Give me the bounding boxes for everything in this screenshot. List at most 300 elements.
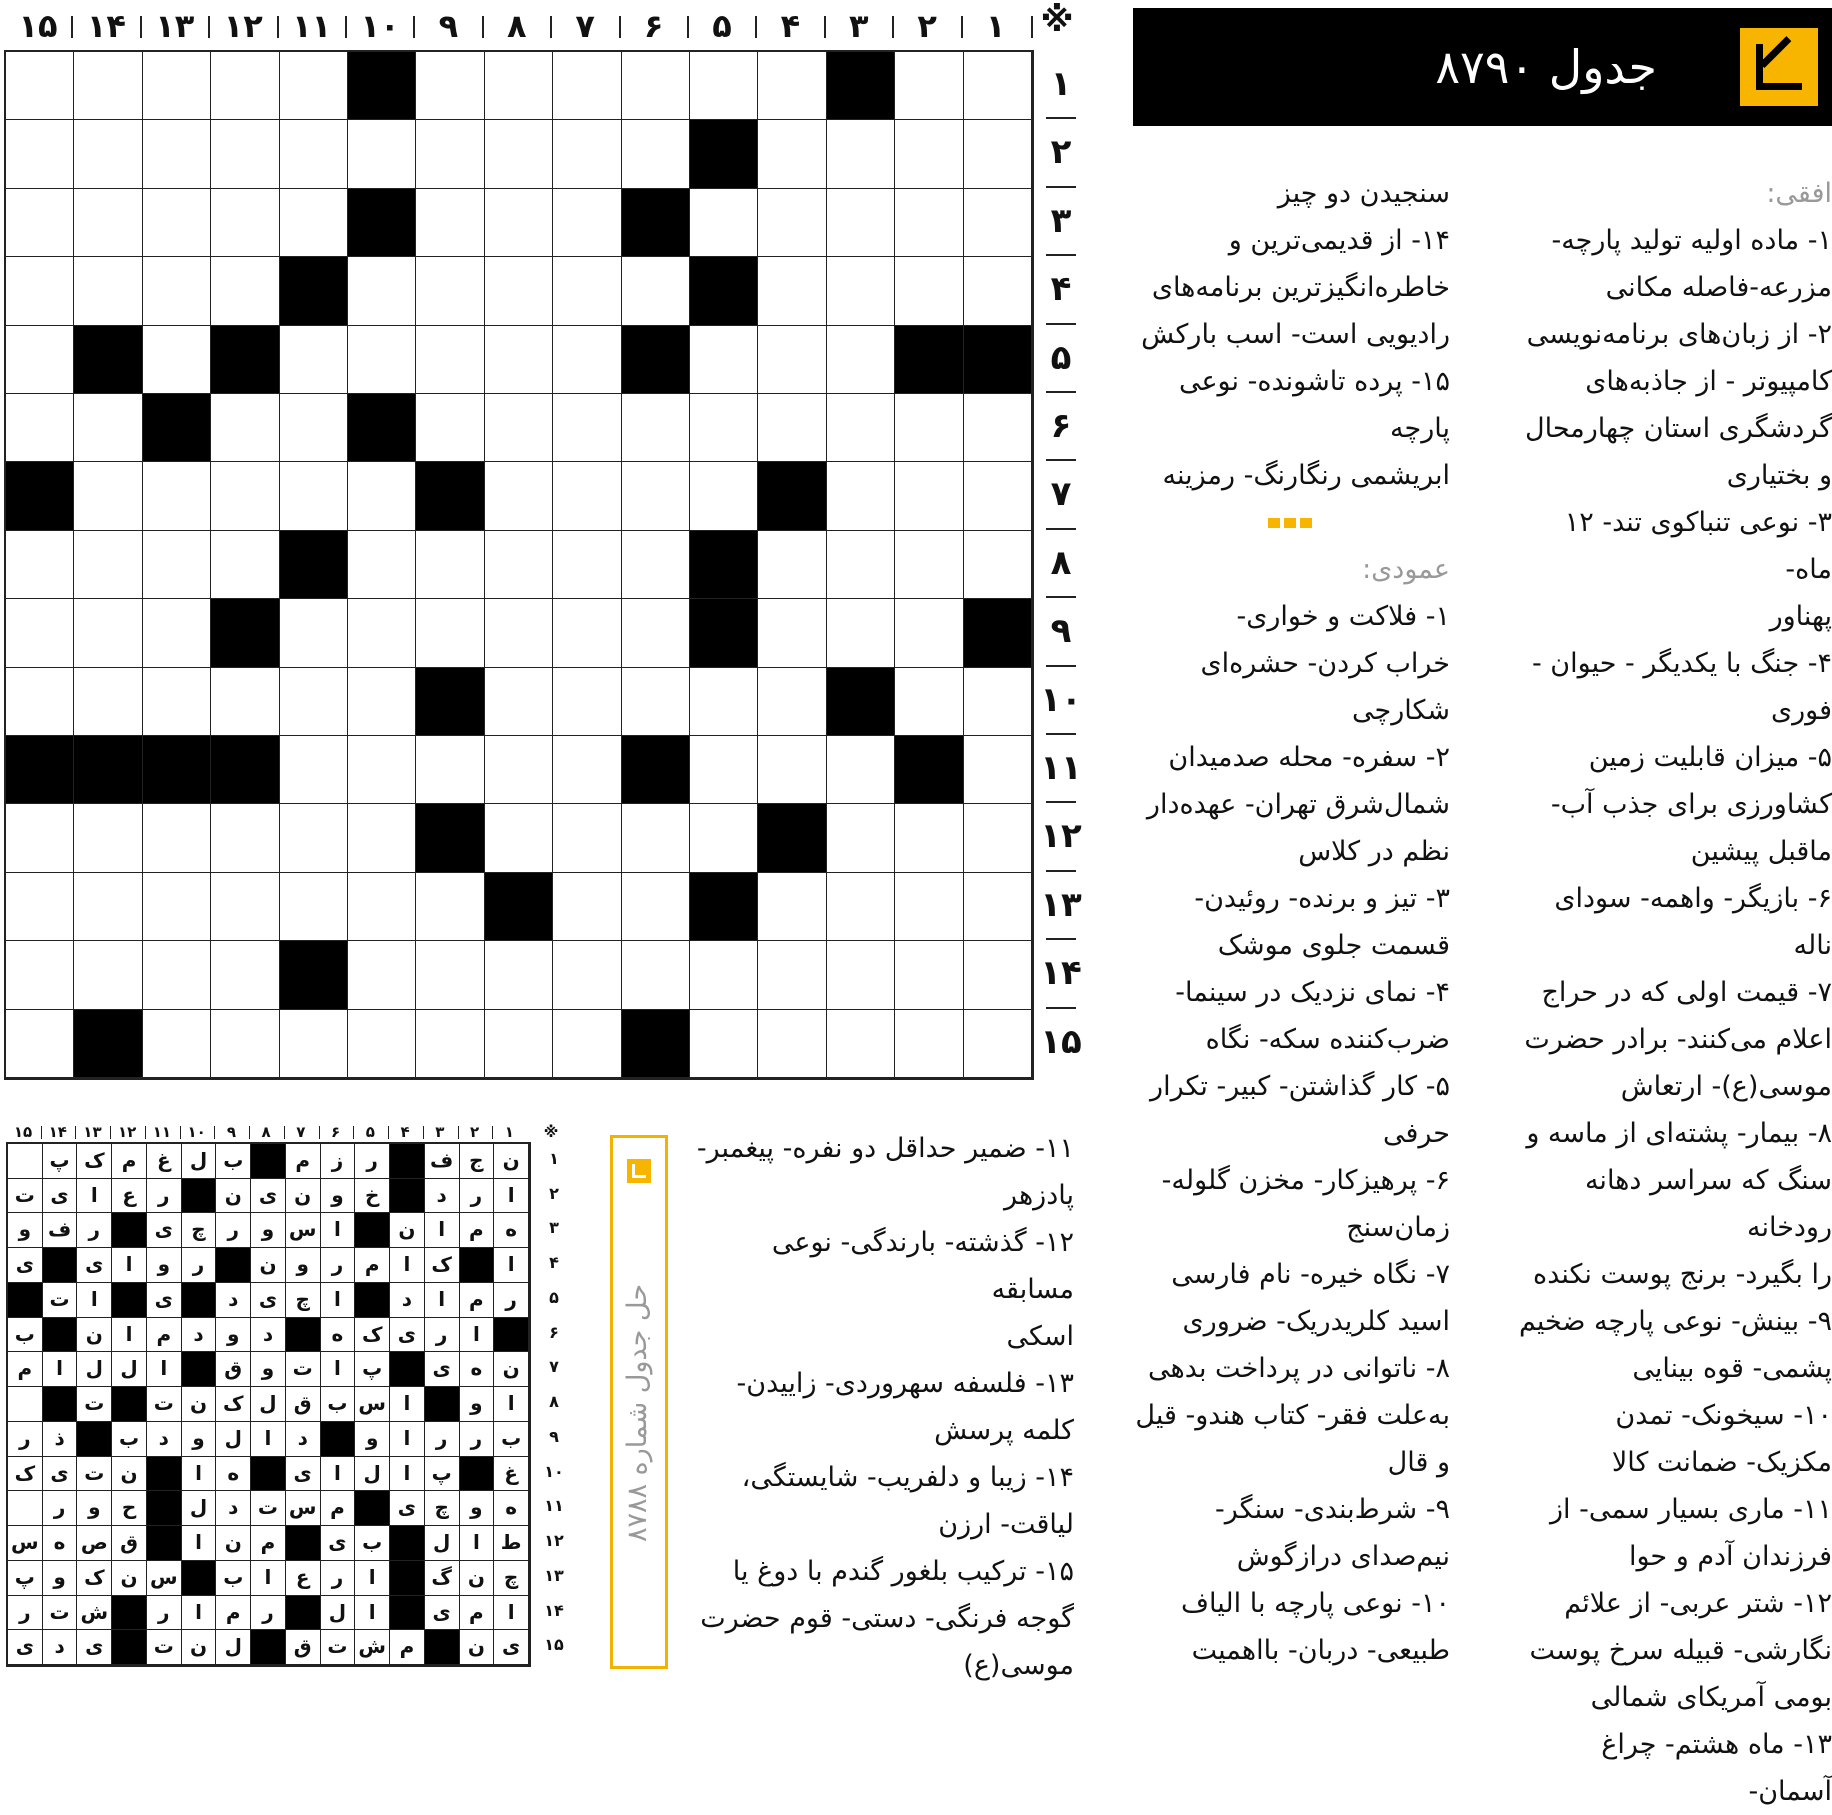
solution-cell: ا xyxy=(182,1596,217,1631)
grid-cell[interactable] xyxy=(553,1010,621,1078)
grid-cell[interactable] xyxy=(553,531,621,599)
grid-cell[interactable] xyxy=(416,1010,484,1078)
solution-cell: ن xyxy=(494,1352,529,1387)
grid-cell[interactable] xyxy=(622,873,690,941)
grid-cell[interactable] xyxy=(211,668,279,736)
solution-cell: ر xyxy=(321,1561,356,1596)
grid-cell[interactable] xyxy=(895,873,963,941)
grid-cell[interactable] xyxy=(211,189,279,257)
grid-cell[interactable] xyxy=(143,531,211,599)
grid-cell[interactable] xyxy=(143,941,211,1009)
grid-cell[interactable] xyxy=(211,52,279,120)
grid-cell[interactable] xyxy=(758,873,826,941)
solution-black-cell xyxy=(355,1213,390,1248)
grid-cell[interactable] xyxy=(211,941,279,1009)
black-cell xyxy=(416,668,484,736)
solution-black-cell xyxy=(43,1318,78,1353)
solution-black-cell xyxy=(112,1387,147,1422)
grid-cell[interactable] xyxy=(827,804,895,872)
grid-cell[interactable] xyxy=(485,120,553,188)
grid-cell[interactable] xyxy=(553,394,621,462)
grid-cell[interactable] xyxy=(74,941,142,1009)
grid-cell[interactable] xyxy=(622,941,690,1009)
solution-cell: م xyxy=(460,1213,495,1248)
grid-cell[interactable] xyxy=(964,189,1032,257)
solution-cell: و xyxy=(216,1318,251,1353)
grid-cell[interactable] xyxy=(348,804,416,872)
clue-line: به‌علت فقر- کتاب هندو- قیل xyxy=(1135,1400,1450,1431)
grid-cell[interactable] xyxy=(827,736,895,804)
clue-line: ۵- میزان قابلیت زمین xyxy=(1588,742,1832,773)
row-number: ۶ xyxy=(1050,406,1072,446)
grid-cell[interactable] xyxy=(211,394,279,462)
grid-cell[interactable] xyxy=(622,531,690,599)
solution-cell: ح xyxy=(112,1491,147,1526)
grid-cell[interactable] xyxy=(895,599,963,667)
solution-cell: چ xyxy=(494,1561,529,1596)
grid-cell[interactable] xyxy=(416,394,484,462)
yellow-arrow-logo-icon xyxy=(1740,28,1818,106)
grid-cell[interactable] xyxy=(964,873,1032,941)
solution-column-number: ۱۱ xyxy=(152,1123,172,1141)
grid-cell[interactable] xyxy=(74,394,142,462)
grid-cell[interactable] xyxy=(485,189,553,257)
solution-cell: م xyxy=(147,1318,182,1353)
solution-row-number: ۱۳ xyxy=(544,1565,564,1585)
clue-line: اسید کلریدریک- ضروری xyxy=(1182,1306,1450,1337)
grid-cell[interactable] xyxy=(553,668,621,736)
grid-cell[interactable] xyxy=(622,394,690,462)
puzzle-header xyxy=(1133,8,1832,126)
column-number: ۸ xyxy=(507,7,527,45)
grid-cell[interactable] xyxy=(74,257,142,325)
grid-cell[interactable] xyxy=(211,804,279,872)
grid-cell[interactable] xyxy=(416,189,484,257)
clue-line: ۱۵- ترکیب بلغور گندم با دوغ یا xyxy=(732,1556,1074,1587)
grid-cell[interactable] xyxy=(758,599,826,667)
grid-cell[interactable] xyxy=(143,668,211,736)
grid-cell[interactable] xyxy=(416,326,484,394)
grid-cell[interactable] xyxy=(485,52,553,120)
grid-cell[interactable] xyxy=(348,668,416,736)
grid-cell[interactable] xyxy=(690,52,758,120)
grid-cell[interactable] xyxy=(74,599,142,667)
solution-cell: ا xyxy=(494,1596,529,1631)
grid-cell[interactable] xyxy=(211,462,279,530)
column-number: ۳ xyxy=(849,7,869,45)
grid-cell[interactable] xyxy=(895,189,963,257)
grid-cell[interactable] xyxy=(827,873,895,941)
grid-cell[interactable] xyxy=(553,599,621,667)
clue-line: ۸- بیمار- پشته‌ای از ماسه و xyxy=(1526,1118,1832,1149)
clue-line: ۳- تیز و برنده- روئیدن- xyxy=(1194,883,1450,914)
grid-cell[interactable] xyxy=(6,1010,74,1078)
grid-cell[interactable] xyxy=(280,804,348,872)
bottom-clues xyxy=(694,1125,1074,1689)
grid-cell[interactable] xyxy=(143,326,211,394)
clue-line: ۱۴- زیبا و دلفریب- شایستگی، xyxy=(741,1462,1074,1493)
solution-cell: م xyxy=(216,1596,251,1631)
solution-cell: ر xyxy=(460,1422,495,1457)
solution-black-cell xyxy=(251,1144,286,1179)
solution-cell: ر xyxy=(494,1283,529,1318)
grid-cell[interactable] xyxy=(485,394,553,462)
black-cell xyxy=(758,462,826,530)
clue-line: اعلام می‌کنند- برادر حضرت xyxy=(1524,1024,1832,1055)
grid-cell[interactable] xyxy=(622,668,690,736)
grid-cell[interactable] xyxy=(348,1010,416,1078)
clue-line: کلمه پرسش xyxy=(934,1415,1074,1446)
grid-cell[interactable] xyxy=(6,873,74,941)
solution-cell: ا xyxy=(390,1248,425,1283)
grid-cell[interactable] xyxy=(553,804,621,872)
grid-cell[interactable] xyxy=(348,599,416,667)
clue-line: قسمت جلوی موشک xyxy=(1217,930,1450,961)
solution-row-number: ۱ xyxy=(549,1149,559,1168)
solution-cell: ن xyxy=(112,1561,147,1596)
grid-cell[interactable] xyxy=(416,257,484,325)
grid-cell[interactable] xyxy=(758,941,826,1009)
grid-cell[interactable] xyxy=(74,120,142,188)
grid-cell[interactable] xyxy=(280,326,348,394)
clue-line: کامپیوتر - از جاذبه‌های xyxy=(1585,366,1832,397)
grid-cell[interactable] xyxy=(416,531,484,599)
solution-cell: ک xyxy=(8,1457,43,1492)
solution-grid xyxy=(6,1142,531,1667)
grid-cell[interactable] xyxy=(758,736,826,804)
solution-cell: م xyxy=(460,1596,495,1631)
grid-cell[interactable] xyxy=(485,1010,553,1078)
solution-cell: ر xyxy=(251,1596,286,1631)
grid-cell[interactable] xyxy=(758,668,826,736)
clue-line: ابریشمی رنگارنگ- رمزینه xyxy=(1162,460,1450,491)
grid-cell[interactable] xyxy=(622,804,690,872)
grid-cell[interactable] xyxy=(758,531,826,599)
grid-cell[interactable] xyxy=(143,52,211,120)
grid-cell[interactable] xyxy=(622,52,690,120)
solution-cell: ن xyxy=(460,1630,495,1665)
grid-cell[interactable] xyxy=(964,668,1032,736)
grid-cell[interactable] xyxy=(485,257,553,325)
black-cell xyxy=(827,52,895,120)
grid-cell[interactable] xyxy=(895,257,963,325)
grid-cell[interactable] xyxy=(143,599,211,667)
grid-cell[interactable] xyxy=(553,52,621,120)
grid-cell[interactable] xyxy=(485,804,553,872)
grid-cell[interactable] xyxy=(827,326,895,394)
grid-cell[interactable] xyxy=(74,462,142,530)
grid-cell[interactable] xyxy=(690,189,758,257)
solution-column-number: ۱۳ xyxy=(83,1123,102,1141)
solution-cell: ف xyxy=(425,1144,460,1179)
solution-cell: ن xyxy=(251,1248,286,1283)
grid-cell[interactable] xyxy=(622,120,690,188)
solution-column-number: ۷ xyxy=(296,1123,306,1141)
solution-column-number: ۱۲ xyxy=(118,1123,137,1141)
grid-cell[interactable] xyxy=(416,120,484,188)
grid-cell[interactable] xyxy=(211,531,279,599)
grid-cell[interactable] xyxy=(758,326,826,394)
grid-cell[interactable] xyxy=(211,873,279,941)
solution-cell: ا xyxy=(425,1283,460,1318)
grid-cell[interactable] xyxy=(416,941,484,1009)
grid-cell[interactable] xyxy=(74,668,142,736)
solution-black-cell xyxy=(112,1213,147,1248)
grid-cell[interactable] xyxy=(758,189,826,257)
grid-cell[interactable] xyxy=(280,189,348,257)
solution-black-cell xyxy=(112,1283,147,1318)
grid-cell[interactable] xyxy=(348,736,416,804)
solution-cell: ا xyxy=(355,1561,390,1596)
grid-cell[interactable] xyxy=(348,531,416,599)
grid-cell[interactable] xyxy=(758,257,826,325)
grid-cell[interactable] xyxy=(280,462,348,530)
grid-cell[interactable] xyxy=(416,599,484,667)
solution-cell: ن xyxy=(216,1179,251,1214)
grid-cell[interactable] xyxy=(6,531,74,599)
grid-cell[interactable] xyxy=(348,326,416,394)
grid-cell[interactable] xyxy=(690,326,758,394)
grid-cell[interactable] xyxy=(690,804,758,872)
grid-cell[interactable] xyxy=(280,1010,348,1078)
grid-cell[interactable] xyxy=(280,599,348,667)
grid-cell[interactable] xyxy=(280,120,348,188)
grid-cell[interactable] xyxy=(553,326,621,394)
grid-cell[interactable] xyxy=(348,873,416,941)
solution-black-cell xyxy=(286,1596,321,1631)
grid-cell[interactable] xyxy=(622,257,690,325)
grid-cell[interactable] xyxy=(485,531,553,599)
grid-cell[interactable] xyxy=(964,52,1032,120)
grid-cell[interactable] xyxy=(74,189,142,257)
grid-cell[interactable] xyxy=(553,120,621,188)
grid-cell[interactable] xyxy=(827,941,895,1009)
grid-cell[interactable] xyxy=(143,873,211,941)
grid-cell[interactable] xyxy=(74,531,142,599)
grid-cell[interactable] xyxy=(827,462,895,530)
solution-cell: ا xyxy=(321,1352,356,1387)
solution-cell: م xyxy=(112,1144,147,1179)
solution-black-cell xyxy=(390,1179,425,1214)
grid-cell[interactable] xyxy=(416,52,484,120)
solution-cell: ه xyxy=(460,1352,495,1387)
black-cell xyxy=(74,736,142,804)
grid-cell[interactable] xyxy=(6,941,74,1009)
row-number: ۱۲ xyxy=(1040,816,1082,857)
grid-cell[interactable] xyxy=(6,394,74,462)
clue-line: اسکی xyxy=(1006,1321,1074,1352)
grid-cell[interactable] xyxy=(964,120,1032,188)
grid-cell[interactable] xyxy=(348,941,416,1009)
solution-cell: و xyxy=(251,1213,286,1248)
grid-cell[interactable] xyxy=(758,394,826,462)
grid-cell[interactable] xyxy=(553,462,621,530)
grid-cell[interactable] xyxy=(964,941,1032,1009)
solution-row-number: ۱۲ xyxy=(544,1531,564,1551)
solution-cell: ا xyxy=(182,1457,217,1492)
solution-cell: ر xyxy=(460,1179,495,1214)
solution-column-number: ۲ xyxy=(469,1123,480,1141)
grid-cell[interactable] xyxy=(758,120,826,188)
solution-cell: ر xyxy=(8,1596,43,1631)
grid-cell[interactable] xyxy=(485,941,553,1009)
grid-cell[interactable] xyxy=(211,1010,279,1078)
grid-cell[interactable] xyxy=(827,257,895,325)
grid-cell[interactable] xyxy=(485,736,553,804)
clue-line: ۷- قیمت اولی که در حراج xyxy=(1541,977,1832,1008)
grid-cell[interactable] xyxy=(964,394,1032,462)
grid-cell[interactable] xyxy=(690,668,758,736)
grid-cell[interactable] xyxy=(827,1010,895,1078)
grid-cell[interactable] xyxy=(964,257,1032,325)
grid-cell[interactable] xyxy=(553,873,621,941)
grid-cell[interactable] xyxy=(690,941,758,1009)
grid-cell[interactable] xyxy=(895,804,963,872)
grid-cell[interactable] xyxy=(348,257,416,325)
grid-cell[interactable] xyxy=(6,326,74,394)
column-number: ۱ xyxy=(985,7,1006,45)
grid-cell[interactable] xyxy=(143,120,211,188)
grid-cell[interactable] xyxy=(827,599,895,667)
grid-cell[interactable] xyxy=(895,52,963,120)
grid-cell[interactable] xyxy=(280,668,348,736)
grid-cell[interactable] xyxy=(6,120,74,188)
clue-line: حرفی xyxy=(1383,1118,1450,1149)
grid-cell[interactable] xyxy=(348,120,416,188)
grid-cell[interactable] xyxy=(143,257,211,325)
grid-cell[interactable] xyxy=(895,941,963,1009)
grid-cell[interactable] xyxy=(74,873,142,941)
grid-cell[interactable] xyxy=(485,462,553,530)
grid-cell[interactable] xyxy=(553,189,621,257)
black-cell xyxy=(690,257,758,325)
row-number: ۴ xyxy=(1050,269,1072,310)
clue-line: ضرب‌کننده سکه- نگاه xyxy=(1205,1024,1450,1055)
solution-cell: ا xyxy=(182,1526,217,1561)
grid-cell[interactable] xyxy=(622,462,690,530)
solution-cell: و xyxy=(182,1422,217,1457)
grid-cell[interactable] xyxy=(74,52,142,120)
solution-cell: ب xyxy=(321,1387,356,1422)
grid-cell[interactable] xyxy=(964,736,1032,804)
grid-cell[interactable] xyxy=(622,599,690,667)
solution-cell: و xyxy=(460,1387,495,1422)
clue-line: ۱۱- ماری بسیار سمی- از xyxy=(1550,1494,1832,1525)
grid-cell[interactable] xyxy=(895,668,963,736)
solution-cell: غ xyxy=(147,1144,182,1179)
grid-cell[interactable] xyxy=(143,804,211,872)
solution-cell: ی xyxy=(425,1596,460,1631)
grid-cell[interactable] xyxy=(416,873,484,941)
clue-line: ۱- ماده اولیه تولید پارچه- xyxy=(1551,225,1832,256)
grid-cell[interactable] xyxy=(895,394,963,462)
grid-cell[interactable] xyxy=(280,52,348,120)
grid-cell[interactable] xyxy=(6,599,74,667)
grid-cell[interactable] xyxy=(485,668,553,736)
grid-cell[interactable] xyxy=(280,394,348,462)
solution-cell: د xyxy=(182,1318,217,1353)
grid-cell[interactable] xyxy=(280,873,348,941)
grid-cell[interactable] xyxy=(690,394,758,462)
grid-cell[interactable] xyxy=(690,736,758,804)
grid-cell[interactable] xyxy=(280,736,348,804)
solution-cell: ر xyxy=(216,1213,251,1248)
clue-line: موسی(ع) xyxy=(963,1650,1074,1681)
grid-cell[interactable] xyxy=(143,462,211,530)
solution-black-cell xyxy=(425,1630,460,1665)
grid-cell[interactable] xyxy=(143,1010,211,1078)
clue-line: نیم‌صدای درازگوش xyxy=(1236,1541,1450,1572)
solution-cell: ی xyxy=(251,1283,286,1318)
grid-cell[interactable] xyxy=(6,668,74,736)
solution-cell: ا xyxy=(321,1283,356,1318)
clue-line: نظم در کلاس xyxy=(1298,836,1450,867)
solution-cell: د xyxy=(216,1491,251,1526)
black-cell xyxy=(143,394,211,462)
grid-cell[interactable] xyxy=(211,257,279,325)
grid-cell[interactable] xyxy=(6,52,74,120)
solution-row-numbers xyxy=(536,1142,572,1667)
solution-cell: ا xyxy=(321,1457,356,1492)
grid-cell[interactable] xyxy=(553,941,621,1009)
black-cell xyxy=(964,326,1032,394)
grid-cell[interactable] xyxy=(895,1010,963,1078)
grid-cell[interactable] xyxy=(964,804,1032,872)
grid-cell[interactable] xyxy=(895,120,963,188)
grid-cell[interactable] xyxy=(690,462,758,530)
solution-cell: ا xyxy=(112,1318,147,1353)
column-number: ۴ xyxy=(780,7,801,45)
grid-cell[interactable] xyxy=(348,462,416,530)
grid-cell[interactable] xyxy=(827,189,895,257)
black-cell xyxy=(622,189,690,257)
grid-cell[interactable] xyxy=(827,394,895,462)
grid-cell[interactable] xyxy=(553,736,621,804)
grid-cell[interactable] xyxy=(895,462,963,530)
grid-cell[interactable] xyxy=(827,120,895,188)
grid-cell[interactable] xyxy=(964,1010,1032,1078)
grid-cell[interactable] xyxy=(6,804,74,872)
grid-cell[interactable] xyxy=(74,804,142,872)
clue-line: ۶- پرهیزکار- مخزن گلوله- xyxy=(1161,1165,1450,1196)
black-cell xyxy=(6,736,74,804)
column-number: ۱۳ xyxy=(155,7,195,45)
grid-cell[interactable] xyxy=(964,462,1032,530)
clue-line: ۵- کار گذاشتن- کبیر- تکرار xyxy=(1150,1071,1450,1102)
black-cell xyxy=(690,873,758,941)
solution-black-cell xyxy=(286,1318,321,1353)
grid-cell[interactable] xyxy=(827,531,895,599)
grid-cell[interactable] xyxy=(553,257,621,325)
grid-cell[interactable] xyxy=(758,52,826,120)
grid-cell[interactable] xyxy=(6,189,74,257)
grid-cell[interactable] xyxy=(964,531,1032,599)
clue-line: کشاورزی برای جذب آب- xyxy=(1550,789,1832,820)
grid-cell[interactable] xyxy=(485,326,553,394)
clue-line: ماقبل پیشین xyxy=(1690,836,1832,867)
grid-cell[interactable] xyxy=(143,189,211,257)
grid-cell[interactable] xyxy=(211,120,279,188)
solution-cell: ر xyxy=(355,1144,390,1179)
clue-line: مکزیک- ضمانت کالا xyxy=(1611,1447,1832,1478)
grid-cell[interactable] xyxy=(6,257,74,325)
grid-cell[interactable] xyxy=(485,599,553,667)
solution-cell: ی xyxy=(147,1283,182,1318)
grid-cell[interactable] xyxy=(895,531,963,599)
grid-cell[interactable] xyxy=(758,1010,826,1078)
grid-cell[interactable] xyxy=(416,736,484,804)
grid-cell[interactable] xyxy=(690,1010,758,1078)
